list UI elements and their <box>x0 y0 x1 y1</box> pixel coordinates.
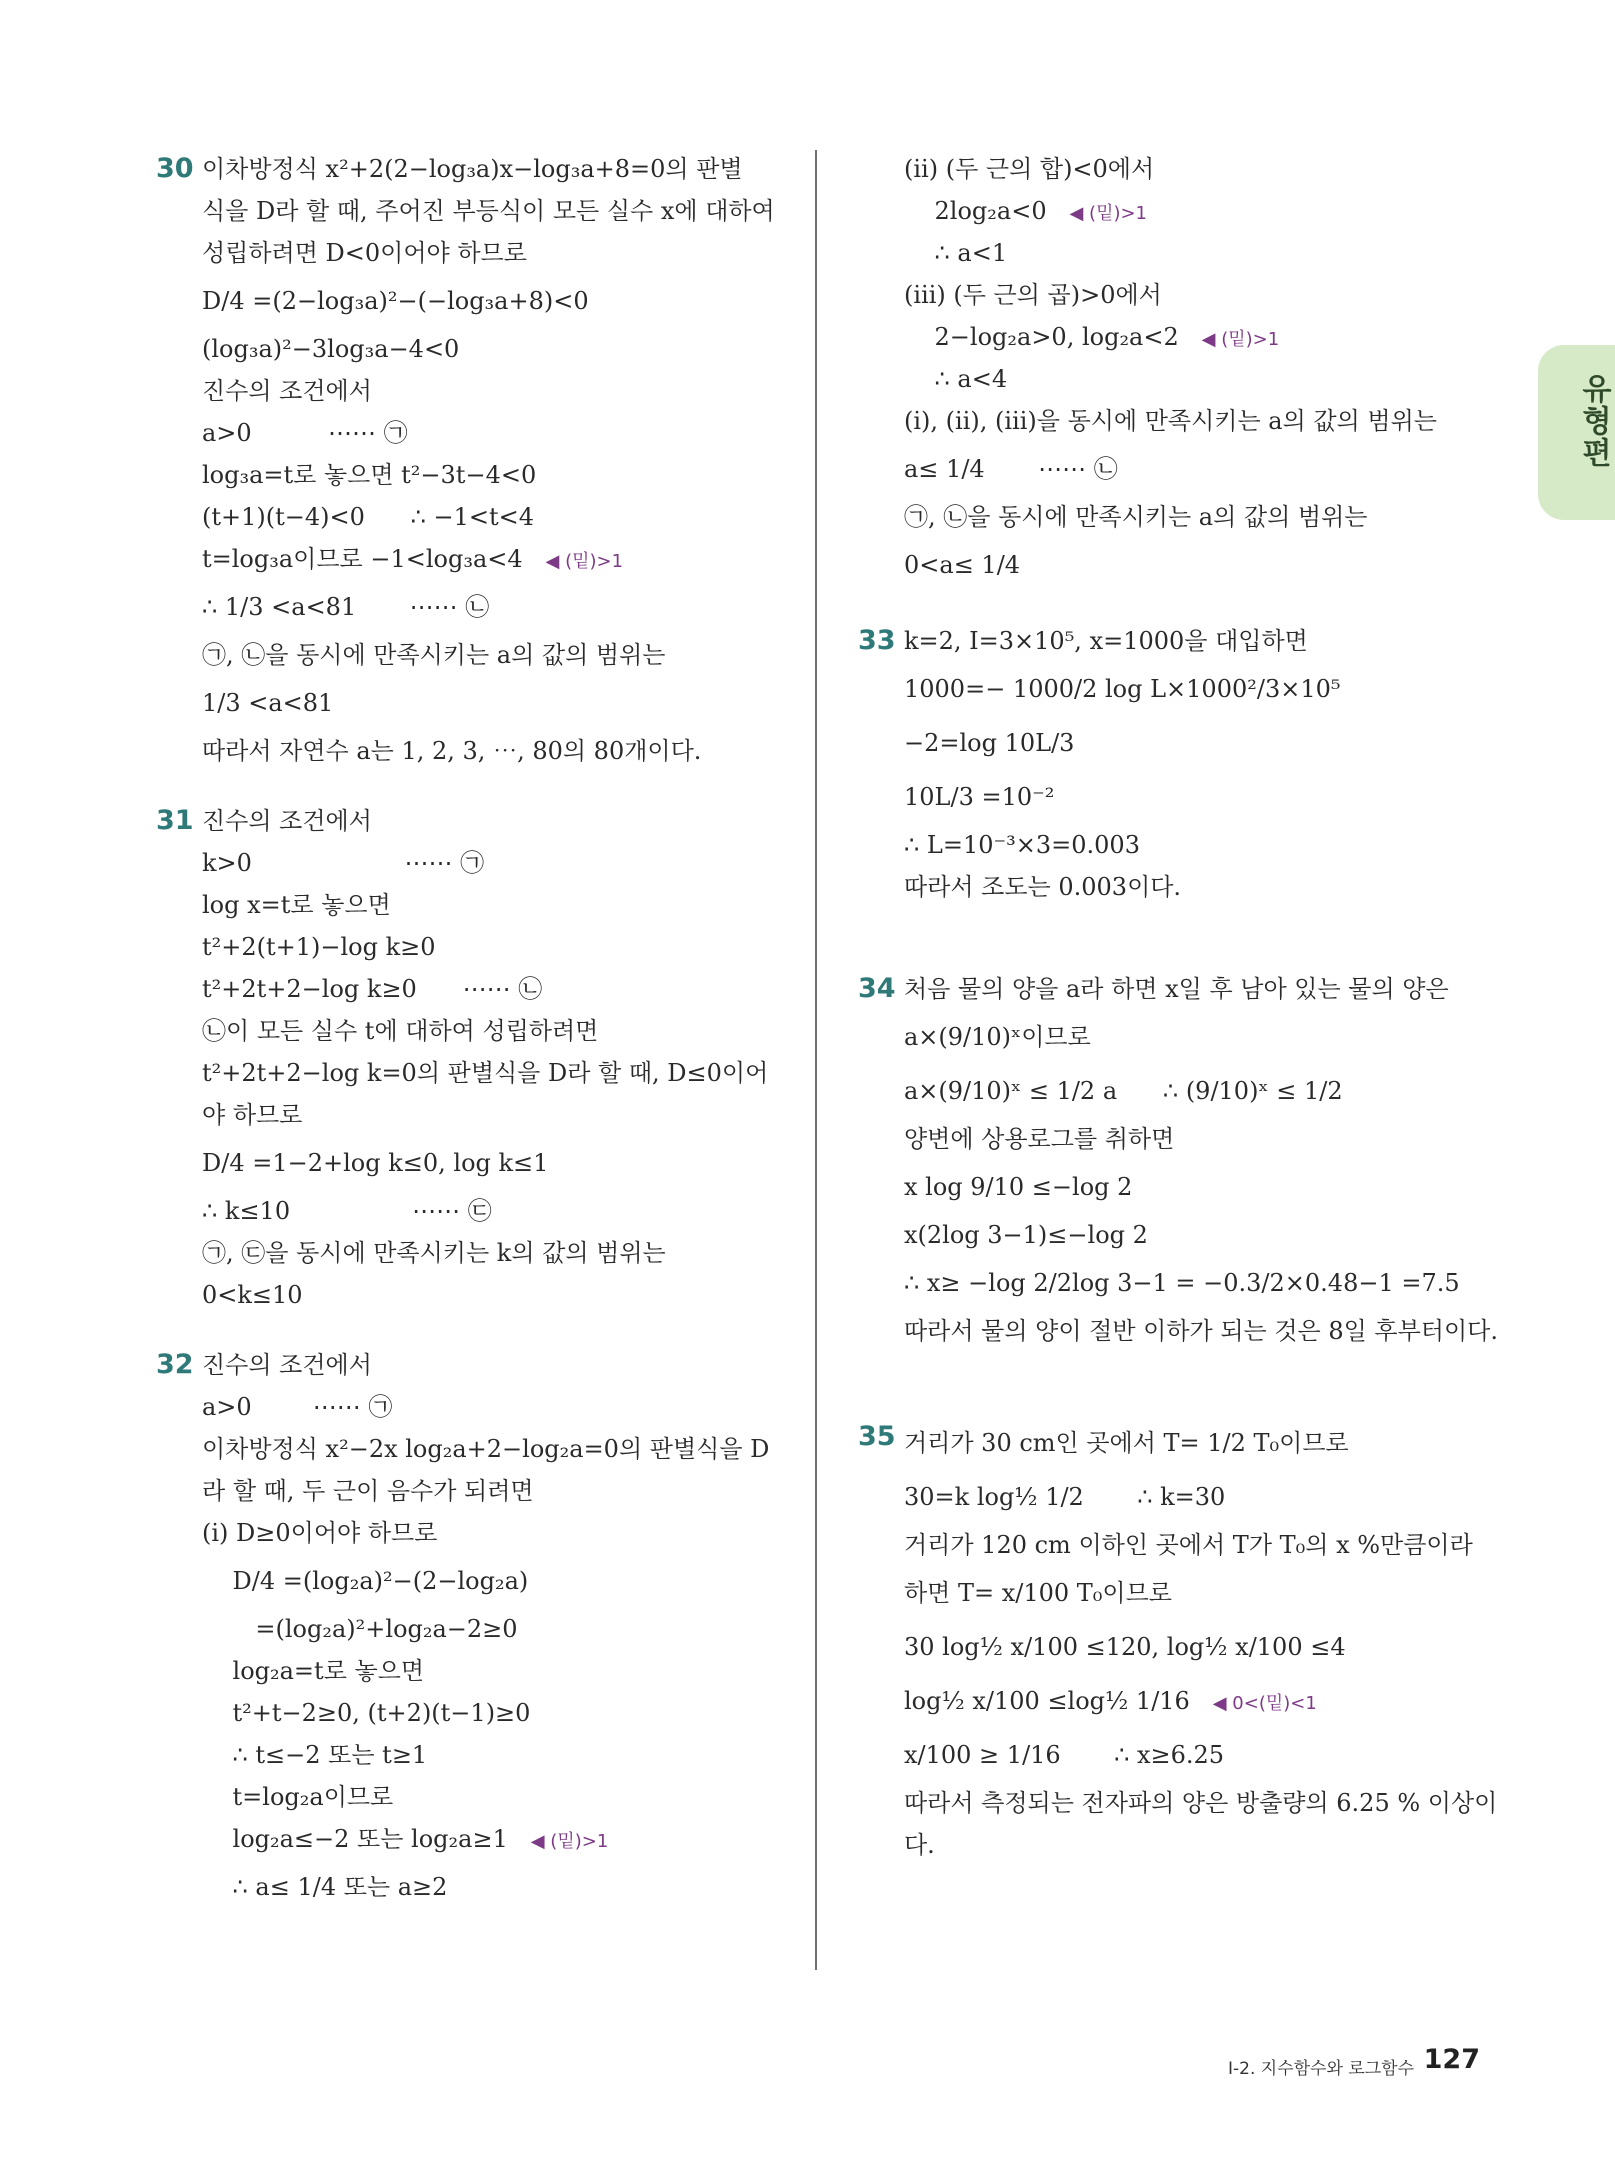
margin-note: ◀ (밑)>1 <box>522 551 624 572</box>
margin-note: ◀ 0<(밑)<1 <box>1189 1693 1317 1714</box>
solution-line <box>202 884 802 926</box>
solution-line <box>202 1650 802 1692</box>
line-text: 따라서 자연수 a는 1, 2, 3, ⋯, 80의 80개이다. <box>202 737 702 765</box>
solution-line <box>904 1524 1504 1566</box>
solution-line <box>904 620 1504 662</box>
line-text: 1000=− 1000/2 log L×1000²/3×10⁵ <box>904 675 1341 703</box>
solution-line <box>904 1214 1504 1256</box>
line-text: 거리가 120 cm 이하인 곳에서 T가 T₀의 x %만큼이라 <box>904 1531 1473 1559</box>
solution-line <box>202 926 802 968</box>
page-number: 127 <box>1423 2044 1480 2075</box>
line-text: 따라서 조도는 0.003이다. <box>904 873 1182 901</box>
solution-line <box>202 412 802 454</box>
solution-lines <box>202 800 802 1316</box>
solution-line <box>202 232 802 274</box>
line-text: 진수의 조건에서 <box>202 377 372 405</box>
solution-line <box>904 316 1504 358</box>
solution-lines <box>202 1344 802 1914</box>
line-text: (ⅰ), (ⅱ), (ⅲ)을 동시에 만족시키는 a의 값의 범위는 <box>904 407 1437 435</box>
solution-line <box>904 1782 1504 1824</box>
solution-line <box>202 1512 802 1554</box>
line-text: ㉠, ㉡을 동시에 만족시키는 a의 값의 범위는 <box>202 641 666 669</box>
problem-number: 34 <box>858 973 896 1004</box>
line-text: a>0 ⋯⋯ ㉠ <box>202 419 408 447</box>
line-text: D/4 =1−2+log k≤0, log k≤1 <box>202 1149 549 1177</box>
solution-line <box>202 634 802 676</box>
line-text: 따라서 측정되는 전자파의 양은 방출량의 6.25 % 이상이 <box>904 1789 1498 1817</box>
line-text: ∴ a<4 <box>904 365 1008 393</box>
line-text: (ⅲ) (두 근의 곱)>0에서 <box>904 281 1162 309</box>
line-text: k=2, I=3×10⁵, x=1000을 대입하면 <box>904 627 1308 655</box>
solution-line <box>904 770 1504 824</box>
solution-line <box>904 1470 1504 1524</box>
line-text: ∴ 1/3 <a<81 ⋯⋯ ㉡ <box>202 593 490 621</box>
solution-line <box>904 1416 1504 1470</box>
line-text: a×(9/10)ˣ이므로 <box>904 1023 1091 1051</box>
solution-line <box>202 190 802 232</box>
solution-line <box>202 842 802 884</box>
line-text: x log 9/10 ≤−log 2 <box>904 1173 1133 1201</box>
solution-line <box>202 676 802 730</box>
line-text: ㉡이 모든 실수 t에 대하여 성립하려면 <box>202 1017 599 1045</box>
solution-line <box>904 358 1504 400</box>
line-text: t²+t−2≥0, (t+2)(t−1)≥0 <box>202 1699 531 1727</box>
solution-line <box>904 968 1504 1010</box>
solution-line <box>202 1734 802 1776</box>
line-text: ∴ x≥ −log 2/2log 3−1 = −0.3/2×0.48−1 =7.5 <box>904 1269 1460 1297</box>
line-text: 2−log₂a>0, log₂a<2 <box>904 323 1179 351</box>
solution-line <box>904 1256 1504 1310</box>
margin-note: ◀ (밑)>1 <box>1046 203 1148 224</box>
solution-line <box>904 274 1504 316</box>
solution-line <box>904 496 1504 538</box>
margin-note: ◀ (밑)>1 <box>507 1831 609 1852</box>
problem-number: 32 <box>156 1349 194 1380</box>
solution-line <box>202 800 802 842</box>
line-text: ∴ a≤ 1/4 또는 a≥2 <box>202 1873 448 1901</box>
margin-note: ◀ (밑)>1 <box>1178 329 1280 350</box>
solution-line <box>202 1470 802 1512</box>
problem-number: 33 <box>858 625 896 656</box>
line-text: 성립하려면 D<0이어야 하므로 <box>202 239 527 267</box>
solution-line <box>202 1344 802 1386</box>
line-text: (ⅱ) (두 근의 합)<0에서 <box>904 155 1155 183</box>
line-text: 30 log½ x/100 ≤120, log½ x/100 ≤4 <box>904 1633 1346 1661</box>
footer-section: Ⅰ-2. 지수함수와 로그함수 <box>1228 2059 1414 2079</box>
solution-line <box>202 968 802 1010</box>
solution-line <box>202 1776 802 1818</box>
solution-lines <box>202 148 802 772</box>
line-text: 양변에 상용로그를 취하면 <box>904 1125 1175 1153</box>
line-text: 0<a≤ 1/4 <box>904 551 1021 579</box>
problem-number: 35 <box>858 1421 896 1452</box>
solution-lines <box>904 968 1504 1352</box>
solution-line <box>904 442 1504 496</box>
solution-lines <box>904 620 1504 908</box>
line-text: 이차방정식 x²−2x log₂a+2−log₂a=0의 판별식을 D <box>202 1435 770 1463</box>
solution-line <box>202 538 802 580</box>
solution-line <box>904 1160 1504 1214</box>
solution-line <box>904 1310 1504 1352</box>
solution-line <box>904 1728 1504 1782</box>
solution-line <box>904 1566 1504 1620</box>
problem-number: 31 <box>156 805 194 836</box>
solution-line <box>904 1118 1504 1160</box>
line-text: a>0 ⋯⋯ ㉠ <box>202 1393 393 1421</box>
line-text: 하면 T= x/100 T₀이므로 <box>904 1579 1172 1607</box>
line-text: log½ x/100 ≤log½ 1/16 <box>904 1687 1190 1715</box>
solution-line <box>904 1064 1504 1118</box>
line-text: 0<k≤10 <box>202 1281 303 1309</box>
line-text: log₃a=t로 놓으면 t²−3t−4<0 <box>202 461 537 489</box>
solution-line <box>904 538 1504 592</box>
solution-lines <box>904 1416 1504 1866</box>
line-text: D/4 =(log₂a)²−(2−log₂a) <box>202 1567 529 1595</box>
solution-line <box>904 1824 1504 1866</box>
line-text: ㉠, ㉢을 동시에 만족시키는 k의 값의 범위는 <box>202 1239 666 1267</box>
line-text: log₂a=t로 놓으면 <box>202 1657 425 1685</box>
line-text: 야 하므로 <box>202 1101 303 1129</box>
line-text: (t+1)(t−4)<0 ∴ −1<t<4 <box>202 503 535 531</box>
line-text: 진수의 조건에서 <box>202 1351 372 1379</box>
page-footer <box>1220 2044 1480 2084</box>
line-text: 이차방정식 x²+2(2−log₃a)x−log₃a+8=0의 판별 <box>202 155 743 183</box>
line-text: 따라서 물의 양이 절반 이하가 되는 것은 8일 후부터이다. <box>904 1317 1498 1345</box>
line-text: a×(9/10)ˣ ≤ 1/2 a ∴ (9/10)ˣ ≤ 1/2 <box>904 1077 1343 1105</box>
solution-line <box>202 328 802 370</box>
solution-line <box>904 1620 1504 1674</box>
solution-line <box>904 1674 1504 1728</box>
line-text: (log₃a)²−3log₃a−4<0 <box>202 335 460 363</box>
line-text: ∴ k≤10 ⋯⋯ ㉢ <box>202 1197 492 1225</box>
solution-line <box>202 1274 802 1316</box>
line-text: log₂a≤−2 또는 log₂a≥1 <box>202 1825 508 1853</box>
solution-line <box>202 1428 802 1470</box>
solution-line <box>202 148 802 190</box>
line-text: t²+2(t+1)−log k≥0 <box>202 933 436 961</box>
solution-line <box>904 662 1504 716</box>
solution-line <box>904 866 1504 908</box>
solution-line <box>202 730 802 772</box>
solution-line <box>904 190 1504 232</box>
line-text: 다. <box>904 1831 935 1859</box>
line-text: −2=log 10L/3 <box>904 729 1075 757</box>
solution-line <box>904 232 1504 274</box>
solution-line <box>202 1860 802 1914</box>
line-text: x/100 ≥ 1/16 ∴ x≥6.25 <box>904 1741 1225 1769</box>
solution-line <box>202 1010 802 1052</box>
line-text: log x=t로 놓으면 <box>202 891 391 919</box>
solution-line <box>202 274 802 328</box>
line-text: t=log₃a이므로 −1<log₃a<4 <box>202 545 523 573</box>
line-text: D/4 =(2−log₃a)²−(−log₃a+8)<0 <box>202 287 589 315</box>
solution-line <box>202 580 802 634</box>
problem-number: 30 <box>156 153 194 184</box>
line-text: 30=k log½ 1/2 ∴ k=30 <box>904 1483 1226 1511</box>
line-text: 거리가 30 cm인 곳에서 T= 1/2 T₀이므로 <box>904 1429 1349 1457</box>
solution-line <box>202 1386 802 1428</box>
line-text: 1/3 <a<81 <box>202 689 334 717</box>
line-text: ∴ L=10⁻³×3=0.003 <box>904 831 1140 859</box>
solution-lines <box>904 148 1504 592</box>
line-text: 진수의 조건에서 <box>202 807 372 835</box>
line-text: 10L/3 =10⁻² <box>904 783 1055 811</box>
line-text: 식을 D라 할 때, 주어진 부등식이 모든 실수 x에 대하여 <box>202 197 775 225</box>
line-text: 처음 물의 양을 a라 하면 x일 후 남아 있는 물의 양은 <box>904 975 1449 1003</box>
solution-line <box>202 1052 802 1094</box>
line-text: t²+2t+2−log k≥0 ⋯⋯ ㉡ <box>202 975 543 1003</box>
solution-line <box>904 716 1504 770</box>
line-text: =(log₂a)²+log₂a−2≥0 <box>202 1615 518 1643</box>
solution-line <box>202 1136 802 1190</box>
line-text: 라 할 때, 두 근이 음수가 되려면 <box>202 1477 534 1505</box>
line-text: t²+2t+2−log k=0의 판별식을 D라 할 때, D≤0이어 <box>202 1059 769 1087</box>
line-text: a≤ 1/4 ⋯⋯ ㉡ <box>904 455 1118 483</box>
solution-line <box>202 454 802 496</box>
solution-line <box>202 1554 802 1608</box>
solution-line <box>202 370 802 412</box>
line-text: ㉠, ㉡을 동시에 만족시키는 a의 값의 범위는 <box>904 503 1368 531</box>
solution-line <box>904 1010 1504 1064</box>
line-text: ∴ t≤−2 또는 t≥1 <box>202 1741 428 1769</box>
line-text: (ⅰ) D≥0이어야 하므로 <box>202 1519 438 1547</box>
solution-line <box>202 1608 802 1650</box>
side-tab <box>1538 345 1615 520</box>
line-text: ∴ a<1 <box>904 239 1008 267</box>
line-text: k>0 ⋯⋯ ㉠ <box>202 849 485 877</box>
solution-line <box>904 400 1504 442</box>
solution-line <box>202 1094 802 1136</box>
side-tab-label: 유형편 <box>1576 373 1611 469</box>
solution-line <box>202 496 802 538</box>
solution-line <box>202 1692 802 1734</box>
line-text: 2log₂a<0 <box>904 197 1047 225</box>
solution-line <box>202 1818 802 1860</box>
column-divider <box>815 150 817 1970</box>
solution-line <box>202 1232 802 1274</box>
solution-line <box>904 148 1504 190</box>
solution-line <box>904 824 1504 866</box>
line-text: t=log₂a이므로 <box>202 1783 394 1811</box>
solution-line <box>202 1190 802 1232</box>
line-text: x(2log 3−1)≤−log 2 <box>904 1221 1148 1249</box>
